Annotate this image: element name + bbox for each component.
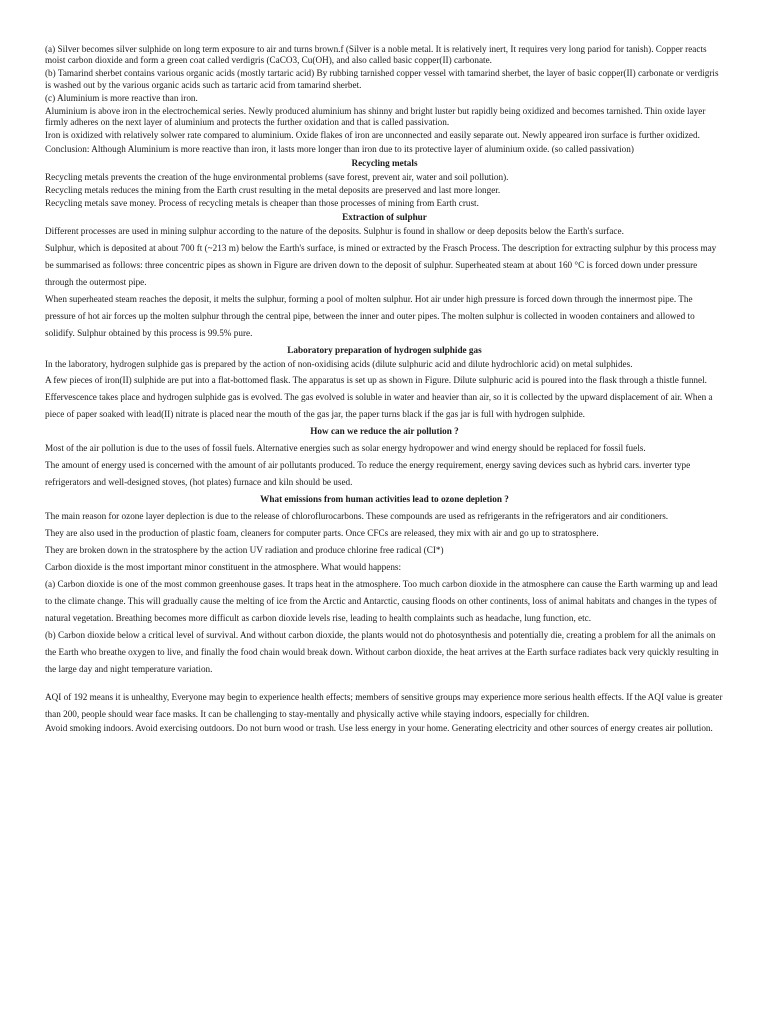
paragraph-recycling-2: Recycling metals reduces the mining from the Earth crust resulting in the metal deposits are preserved and last more longer. [45,185,501,196]
heading-ozone-depletion: What emissions from human activities lead to ozone depletion ? [260,493,509,504]
paragraph-conclusion: Conclusion: Although Aluminium is more reactive than iron, it lasts more longer than iron due to its protective layer of aluminium oxide. (so called passivation) [45,143,634,154]
paragraph-aqi: AQI of 192 means it is unhealthy, Everyone may begin to experience health effects; members of sensitive groups may experience more serious health effects. If the AQI value is greater than 200, people should wear face masks. It can be challenging to stay-mentally and physically active while staying indoors, especially for children. [45,691,723,719]
paragraph-cfc-uses: They are also used in the production of plastic foam, cleaners for computer parts. Once CFCs are released, they mix with air and go up to stratosphere. [45,527,599,538]
paragraph-co2-low-level: (b) Carbon dioxide below a critical level of survival. And without carbon dioxide, the plants would not do photosynthesis and potentially die, creating a problem for all the animals on the Earth who breathe oxygen to live, and finally the food chain would break down. Without carbon dioxide, the heat arrives at the Earth surface radiates back very quickly resulting in the large day and night temperature variation. [45,629,719,674]
paragraph-co2-greenhouse: (a) Carbon dioxide is one of the most common greenhouse gases. It traps heat in the atmosphere. Too much carbon dioxide in the atmosphere can cause the Earth warming up and lead to the climate change. This will gradually cause the melting of ice from the Arctic and Antarctic, causing floods on other continents, loss of animal habitats and changes in the types of natural vegetation. Breathing becomes more difficult as carbon dioxide levels rise, leading to health complaints such as headache, lung function, etc. [45,578,718,623]
heading-recycling-metals: Recycling metals [351,157,418,168]
paragraph-cfc-release: The main reason for ozone layer deplection is due to the release of chloroflurocarbons. These compounds are used as refrigerants in the refrigerators and air conditioners. [45,510,669,521]
paragraph-fossil-fuels: Most of the air pollution is due to the uses of fossil fuels. Alternative energies such as solar energy hydropower and wind energy should be replaced for fossil fuels. [45,442,646,453]
paragraph-molten-sulphur: When superheated steam reaches the deposit, it melts the sulphur, forming a pool of molten sulphur. Hot air under high pressure is forced down through the innermost pipe. The pressure of hot air forces up the molten sulphur through the central pipe, between the inner and outer pipes. The molten sulphur is collected in wooden containers and allowed to solidify. Sulphur obtained by this process is 99.5% pure. [45,293,695,338]
paragraph-avoid-pollution: Avoid smoking indoors. Avoid exercising outdoors. Do not burn wood or trash. Use less energy in your home. Generating electricity and other sources of energy creates air pollution. [45,722,713,733]
paragraph-aluminium-passivation: Aluminium is above iron in the electrochemical series. Newly produced aluminium has shinny and bright luster but rapidly being oxidized and becomes tarnished. Thin oxide layer firmly adheres on the next layer of aluminium and protects the further oxidation and that is called passivation. [45,106,706,128]
paragraph-carbon-dioxide: Carbon dioxide is the most important minor constituent in the atmosphere. What would happens: [45,561,402,572]
paragraph-silver-copper: (a) Silver becomes silver sulphide on long term exposure to air and turns brown.f (Silver is a noble metal. It is relatively inert, It requires very long pariod for tanish). Copper reacts moist carbon dioxide and form a green coat called verdigris (CaCO3, Cu(OH), and also called basic copper(II) carbonate. [45,44,707,66]
paragraph-recycling-3: Recycling metals save money. Process of recycling metals is cheaper than those processes of mining from Earth crust. [45,198,479,209]
heading-extraction-sulphur: Extraction of sulphur [342,212,427,223]
paragraph-h2s-apparatus: A few pieces of iron(II) sulphide are put into a flat-bottomed flask. The apparatus is set up as shown in Figure. Dilute sulphuric acid is poured into the flask through a thistle funnel. Effervescence takes place and hydrogen sulphide gas is evolved. The gas evolved is soluble in water and heavier than air, so it is collected by the upward displacement of air. When a piece of paper soaked with lead(II) nitrate is placed near the mouth of the gas jar, the paper turns black if the gas jar is full with hydrogen sulphide. [45,374,713,419]
paragraph-frasch-process: Sulphur, which is deposited at about 700 ft (~213 m) below the Earth's surface, is mined or extracted by the Frasch Process. The description for extracting sulphur by this process may be summarised as follows: three concentric pipes as shown in Figure are driven down to the deposit of sulphur. Superheated steam at about 160 °C is forced down under pressure through the outermost pipe. [45,242,717,287]
section-spacer [45,678,724,689]
paragraph-h2s-intro: In the laboratory, hydrogen sulphide gas is prepared by the action of non-oxidising acids (dilute sulphuric acid and dilute hydrochloric acid) on metal sulphides. [45,358,633,369]
paragraph-chlorine-radical: They are broken down in the stratosphere by the action UV radiation and produce chlorine free radical (CI*) [45,544,444,555]
paragraph-aluminium-claim: (c) Aluminium is more reactive than iron. [45,92,198,103]
paragraph-energy-saving: The amount of energy used is concerned with the amount of air pollutants produced. To reduce the energy requirement, energy saving devices such as hybrid cars. inverter type refrigerators and well-designed stoves, (hot plates) furnace and kiln should be used. [45,459,691,487]
heading-hydrogen-sulphide: Laboratory preparation of hydrogen sulphide gas [287,344,482,355]
heading-reduce-air-pollution: How can we reduce the air pollution ? [310,425,459,436]
paragraph-iron-oxidation: Iron is oxidized with relatively solwer rate compared to aluminium. Oxide flakes of iron are unconnected and easily separate out. Newly appeared iron surface is further oxidized. [45,130,700,141]
paragraph-recycling-1: Recycling metals prevents the creation of the huge environmental problems (save forest, prevent air, water and soil pollution). [45,171,509,182]
paragraph-tamarind: (b) Tamarind sherbet contains various organic acids (mostly tartaric acid) By rubbing tarnished copper vessel with tamarind sherbet, the layer of basic copper(II) carbonate or verdigris is washed out by the various organic acids such as tartaric acid from tamarind sherbet. [45,68,719,90]
paragraph-sulphur-deposits: Different processes are used in mining sulphur according to the nature of the deposits. Sulphur is found in shallow or deep deposits below the Earth's surface. [45,226,624,237]
